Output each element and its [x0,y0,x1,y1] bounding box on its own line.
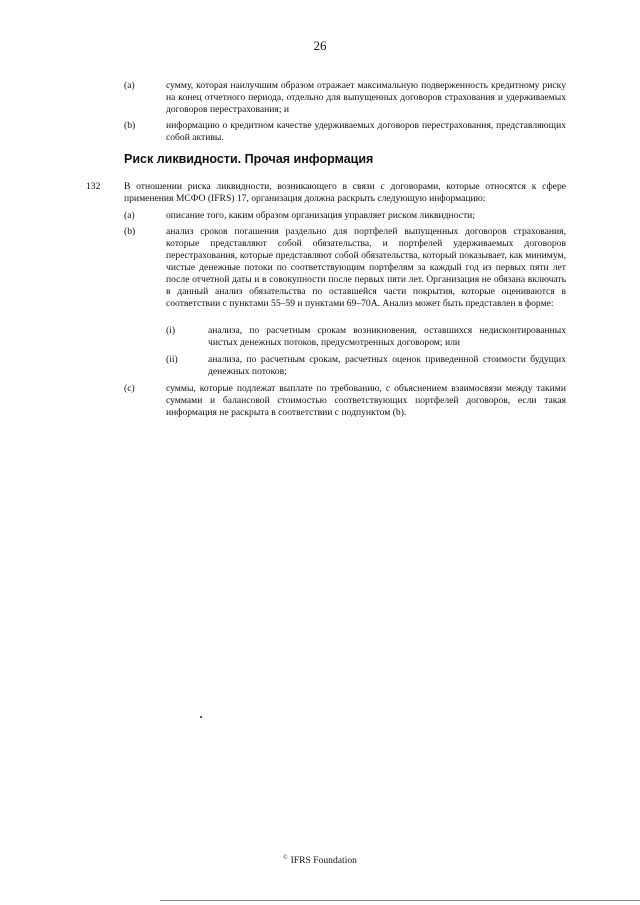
copyright-symbol: © [283,855,288,861]
footer [0,855,640,866]
list-marker: (a) [124,80,135,91]
sublist-item-text: анализа, по расчетным срокам возникновения, оставшихся недисконтированных чистых денежных потоков, предусмотренных договором; или [208,325,566,348]
list-item-text: суммы, которые подлежат выплате по требованию, с объяснением взаимосвязи между такими суммами и балансовой стоимостью соответствующих портфелей договоров, если такая информация не раскрыта в соответствии с подпунктом (b). [166,383,566,418]
paragraph-intro: В отношении риска ликвидности, возникающего в связи с договорами, которые относятся к сфере применения МСФО (IFRS) 17, организация должна раскрыть следующую информацию: [124,181,566,204]
list-marker: (b) [124,120,136,131]
list-item-text: анализ сроков погашения раздельно для портфелей выпущенных договоров страхования, которые представляют собой обязательства, и портфелей удерживаемых договоров перестрахования, которые представляют собой обязательства, который показывает, как минимум, чистые денежные потоки по соответствующим портфелям за каждый год из первых пяти лет после отчетной даты и в совокупности после первых пяти лет. Организация не обязана включать в данный анализ обязательства по оставшейся части покрытия, которые оцениваются в соответствии с пунктами 55–59 и пунктами 69–70А. Анализ может быть представлен в форме: [166,226,566,309]
scan-speck [200,716,202,718]
sublist-marker: (i) [166,325,176,336]
list-marker: (c) [124,383,135,394]
section-heading: Риск ликвидности. Прочая информация [124,152,374,166]
list-marker: (a) [124,210,135,221]
list-item-text: сумму, которая наилучшим образом отражает максимальную подверженность кредитному риску на конец отчетного периода, отдельно для выпущенных договоров страхования и удерживаемых договоров перестрахования; и [166,80,566,115]
paragraph-number: 132 [86,181,101,192]
list-item-text: информацию о кредитном качестве удерживаемых договоров перестрахования, представляющих собой активы. [166,120,566,143]
list-marker: (b) [124,226,136,237]
page-number: 26 [313,38,327,53]
sublist-item-text: анализа, по расчетным срокам, расчетных оценок приведенной стоимости будущих денежных потоков; [208,354,566,377]
scan-edge-line [160,900,640,901]
sublist-marker: (ii) [166,354,178,365]
footer-text: IFRS Foundation [290,855,357,867]
list-item-text: описание того, каким образом организация управляет риском ликвидности; [166,210,475,221]
